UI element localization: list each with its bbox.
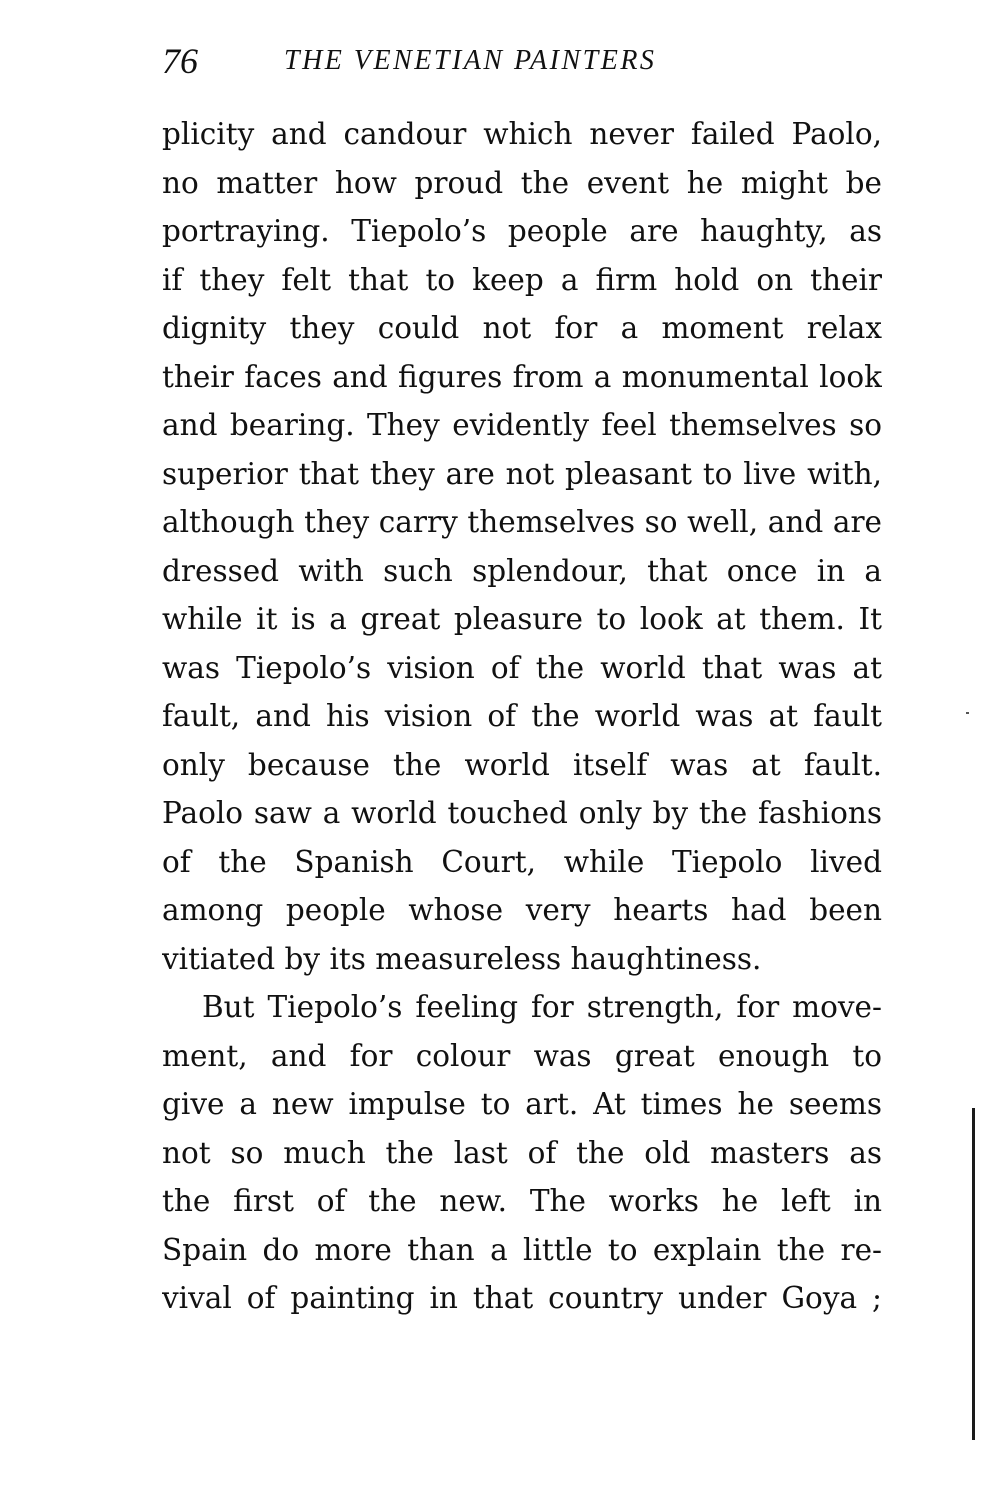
text-line: their faces and figures from a monumental look bbox=[162, 359, 882, 394]
text-line: the first of the new. The works he left in bbox=[162, 1184, 882, 1218]
text-line: no matter how proud the event he might be bbox=[162, 165, 882, 200]
text-line: not so much the last of the old masters as bbox=[162, 1135, 882, 1170]
text-line: among people whose very hearts had been bbox=[162, 893, 882, 927]
text-line: plicity and candour which never failed Paolo, bbox=[162, 117, 882, 151]
text-line: give a new impulse to art. At times he seems bbox=[162, 1087, 882, 1121]
page-number: 76 bbox=[162, 41, 198, 81]
text-line: Paolo saw a world touched only by the fashions bbox=[162, 796, 882, 830]
running-title: THE VENETIAN PAINTERS bbox=[284, 45, 657, 76]
text-line: although they carry themselves so well, and are bbox=[162, 505, 882, 539]
text-line: if they felt that to keep a firm hold on their bbox=[162, 262, 882, 297]
text-line: dignity they could not for a moment relax bbox=[162, 311, 882, 345]
text-line: while it is a great pleasure to look at them. It bbox=[162, 602, 882, 636]
text-line: portraying. Tiepolo’s people are haughty, as bbox=[162, 214, 882, 248]
text-line: superior that they are not pleasant to live with, bbox=[162, 456, 882, 491]
text-line: dressed with such splendour, that once in a bbox=[162, 553, 882, 588]
body-text bbox=[162, 110, 882, 1323]
page-edge-line bbox=[972, 1108, 975, 1440]
text-line: of the Spanish Court, while Tiepolo lived bbox=[162, 844, 882, 879]
text-line: fault, and his vision of the world was at fault bbox=[162, 699, 882, 733]
text-line: vival of painting in that country under Goya ; bbox=[162, 1281, 882, 1315]
text-line: vitiated by its measureless haughtiness. bbox=[162, 941, 762, 976]
text-line: ment, and for colour was great enough to bbox=[162, 1038, 882, 1073]
text-line: and bearing. They evidently feel themselves so bbox=[162, 408, 882, 442]
text-line: only because the world itself was at fault. bbox=[162, 747, 882, 782]
scan-mark bbox=[966, 712, 969, 714]
text-line: Spain do more than a little to explain the re- bbox=[162, 1232, 882, 1267]
text-line: was Tiepolo’s vision of the world that was at bbox=[162, 650, 882, 685]
running-head bbox=[162, 36, 882, 86]
text-line: But Tiepolo’s feeling for strength, for move- bbox=[202, 990, 882, 1024]
